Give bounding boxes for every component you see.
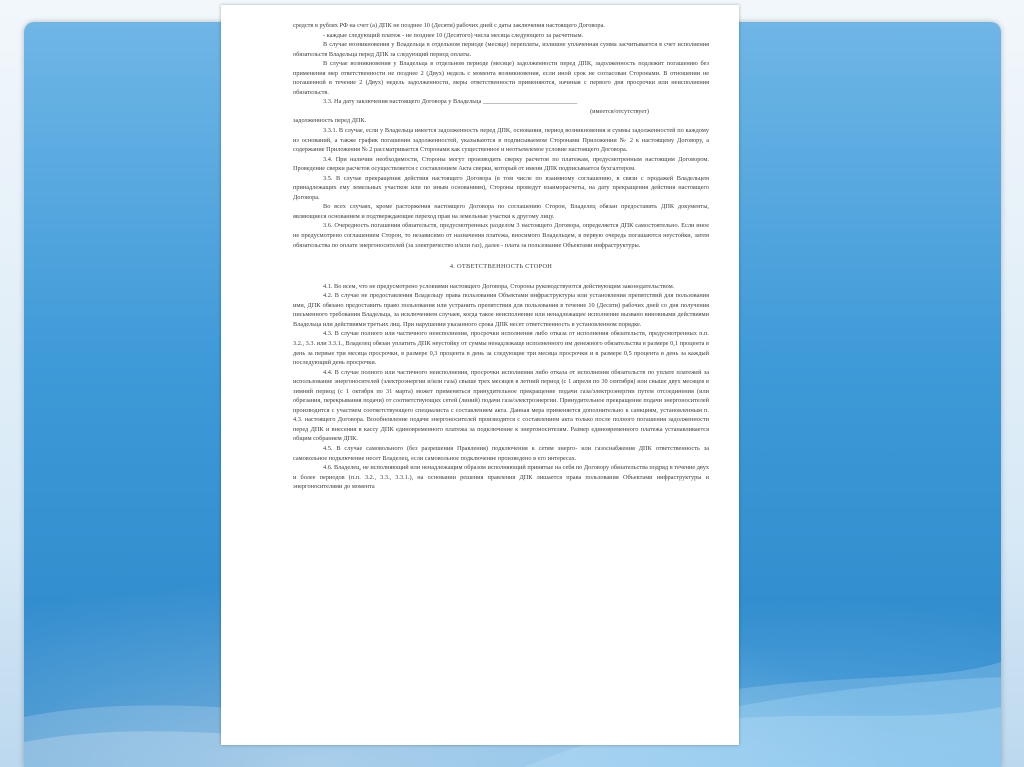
doc-paragraph: задолженность перед ДПК.: [293, 117, 367, 125]
doc-paragraph: 3.4. При наличии необходимости, Стороны могут производить сверку расчетов по платежам, предусмотренным настоящим Договором. Проведение сверки расчетов осуществляется с составлением Акта сверки, который от имени ДПК подписывается бухгалтером.: [293, 155, 709, 173]
doc-paragraph: 3.3.1. В случае, если у Владельца имеется задолженность перед ДПК, основания, период возникновения и суммы задолженностей по каждому из оснований, а также график погашения задолженностей, указываются в подписываемом Сторонами Приложении № 2 к настоящему Договору, а содержание Приложения № 2 рассматривается Сторонами как существенное и неотъемлемое условие настоящего Договора.: [293, 127, 709, 154]
doc-paragraph: 3.5. В случае прекращения действия настоящего Договора (в том числе по взаимному соглашению, в связи с продажей Владельцем принадлежащих ему земельных участков или по иным основаниям), Стороны проведут взаиморасчеты, на дату прекращения действия настоящего Договора.: [293, 174, 709, 201]
section-heading: 4. ОТВЕТСТВЕННОСТЬ СТОРОН: [449, 263, 553, 271]
doc-paragraph: 4.2. В случае не предоставления Владельцу права пользования Объектами инфраструктуры или установления препятствий для пользования ими, ДПК обязано предоставить право пользования или устранить препятствия для пользования в течение 10 (Десяти) рабочих дней со дня получения письменного требования Владельца, за исключением случаев, когда такое неисполнение или ненадлежащее исполнение вызвано виновными действиями Владельца или действиями третьих лиц. При нарушении указанного срока ДПК несет ответственность в установленном порядке.: [293, 292, 709, 328]
doc-paragraph: - каждые следующий платеж - не позднее 10 (Десятого) числа месяца следующего за расчетным.: [323, 31, 584, 39]
doc-paragraph: Во всех случаях, кроме расторжения настоящего Договора по соглашению Сторон, Владелец обязан предоставить ДПК документы, являющиеся основанием и подтверждающие переход прав на земельные участки к другому лицу.: [293, 203, 709, 220]
doc-paragraph-clause-3-3: 3.3. На дату заключения настоящего Договора у Владельца ______________________________: [323, 98, 578, 106]
doc-paragraph: В случае возникновения у Владельца в отдельном периоде (месяце) переплаты, излишне уплаченная сумма засчитывается в счет исполнения обязательств Владельца перед ДПК за следующий период оплаты.: [293, 41, 709, 58]
doc-paragraph: 3.6. Очередность погашения обязательств, предусмотренных разделом 3 настоящего Договора, определяется ДПК самостоятельно. Если иное не предусмотрено соглашением Сторон, то независимо от назначения платежа, вносимого Владельцем, в первую очередь погашаются неустойки, затем обязательства по оплате энергоносителей (за электричество и/или газ), далее - плата за пользование Объектами инфраструктуры.: [293, 222, 709, 249]
doc-paragraph: 4.3. В случае полного или частичного неисполнения, просрочки исполнения либо отказа от исполнения обязательств, предусмотренных п.п. 3.2., 3.3. или 3.3.1., Владелец обязан уплатить ДПК неустойку от суммы ненадлежаще исполненного им денежного обязательства в размере 0,1 процента в день за первые три месяца просрочки, в размере 0,3 процента в день за следующие три месяца просрочки и в размере 0,5 процента в день за каждый последующий день просрочки.: [293, 330, 709, 367]
doc-paragraph: 4.4. В случае полного или частичного неисполнения, просрочки исполнения либо отказа от исполнения обязательств по уплате платежей за использование энергоносителей (электроэнергии и/или газа) свыше трех месяцев в летний период (с 1 апреля по 30 сентября) или свыше двух месяцев в зимний период (с 1 октября по 31 марта) может применяться принудительное прекращение подачи газа/электроэнергии путем отсоединения (или обрезания, перекрывания подачи) от соответствующих сетей (линий) подачи газа/электроэнергии. Принудительное прекращение подачи энергоносителей производится с участием соответствующего специалиста с составлением акта. Данная мера применяется дополнительно к санкциям, установленным п. 4.3. настоящего Договора. Возобновление подачи энергоносителей производится с составлением акта только после полного погашения задолженности перед ДПК и внесения в кассу ДПК единовременного платежа за подключение к энергоносителям. Размер единовременного платежа устанавливается общим собранием ДПК.: [293, 368, 709, 443]
doc-caption: (имеется/отсутствует): [590, 107, 649, 115]
document-page: [221, 5, 739, 745]
doc-paragraph: 4.5. В случае самовольного (без разрешения Правления) подключения к сетям энерго- или газоснабжения ДПК ответственность за самовольное подключение несет Владелец, если самовольное подключение произведено в его интересах.: [293, 444, 709, 462]
doc-paragraph: 4.6. Владелец, не исполняющий или ненадлежащим образом исполняющий принятые на себя по Договору обязательства подряд в течение двух и более периодов (п.п. 3.2., 3.3., 3.3.1.), на основании решения правления ДПК лишается права пользования Объектами инфраструктуры и энергоносителями до момента: [293, 464, 709, 491]
doc-paragraph: 4.1. Во всем, что не предусмотрено условиями настоящего Договора, Стороны руководствуются действующим законодательством.: [323, 282, 675, 290]
doc-paragraph: средств в рублях РФ на счет (а) ДПК не позднее 10 (Десяти) рабочих дней с даты заключения настоящего Договора.: [293, 22, 605, 29]
doc-paragraph: В случае возникновения у Владельца в отдельном периоде (месяце) задолженности перед ДПК, задолженность подлежит погашению без применения мер ответственности не позднее 2 (Двух) недель с момента возникновения, если иной срок не согласован Сторонами. В отношении не погашенной в течение 2 (Двух) недель задолженности, меры ответственности применяются, начиная с первого дня просрочки или неисполнения обязательств.: [293, 60, 709, 96]
